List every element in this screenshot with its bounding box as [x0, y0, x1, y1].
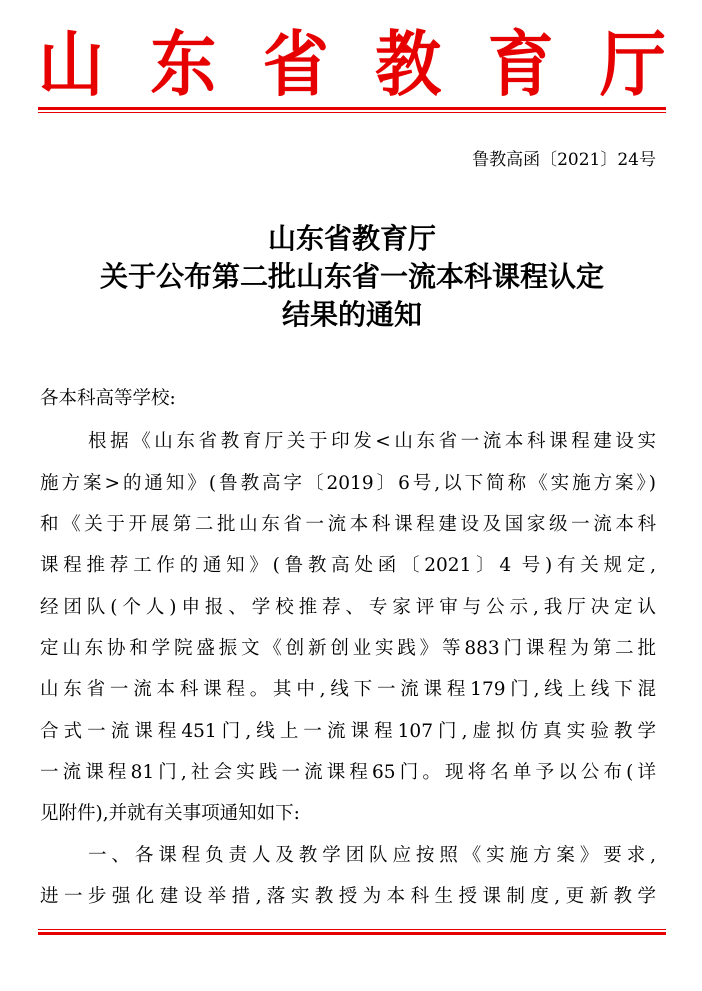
letterhead-char: 省: [262, 21, 329, 107]
title-line: 关于公布第二批山东省一流本科课程认定: [99, 260, 604, 293]
letterhead-char: 厅: [599, 21, 666, 107]
body-line: 和《关于开展第二批山东省一流本科课程建设及国家级一流本科: [40, 514, 656, 535]
salutation: 各本科高等学校:: [40, 388, 176, 409]
letterhead-divider-thin: [38, 112, 666, 113]
body-line: 经团队(个人)申报、学校推荐、专家评审与公示,我厅决定认: [40, 597, 656, 618]
letterhead-char: 育: [487, 21, 554, 107]
body-line: 根据《山东省教育厅关于印发<山东省一流本科课程建设实: [88, 431, 656, 452]
letterhead-divider-thick: [38, 107, 666, 110]
body-line: 见附件),并就有关事项通知如下:: [40, 803, 300, 824]
document-number: 鲁教高函〔2021〕24号: [472, 150, 656, 170]
body-line: 山东省一流本科课程。其中,线下一流课程179门,线上线下混: [40, 679, 656, 700]
body-line: 进一步强化建设举措,落实教授为本科生授课制度,更新教学: [40, 886, 656, 907]
letterhead-title: [38, 21, 666, 107]
body-line: 课程推荐工作的通知》(鲁教高处函〔2021〕4 号)有关规定,: [40, 555, 656, 576]
footer-divider-thick: [38, 932, 666, 935]
letterhead-char: 山: [38, 21, 104, 107]
title-line: 山东省教育厅: [267, 222, 436, 255]
letterhead-char: 教: [375, 21, 442, 107]
title-line: 结果的通知: [281, 298, 422, 331]
body-line: 一流课程81门,社会实践一流课程65门。现将名单予以公布(详: [40, 762, 656, 783]
body-line: 施方案>的通知》(鲁教高字〔2019〕6号,以下简称《实施方案》): [40, 473, 656, 494]
body-line: 合式一流课程451门,线上一流课程107门,虚拟仿真实验教学: [40, 721, 656, 742]
body-line: 定山东协和学院盛振文《创新创业实践》等883门课程为第二批: [40, 638, 656, 659]
footer-divider-thin: [38, 929, 666, 930]
letterhead-char: 东: [150, 21, 217, 107]
body-line: 一、各课程负责人及教学团队应按照《实施方案》要求,: [88, 845, 656, 866]
